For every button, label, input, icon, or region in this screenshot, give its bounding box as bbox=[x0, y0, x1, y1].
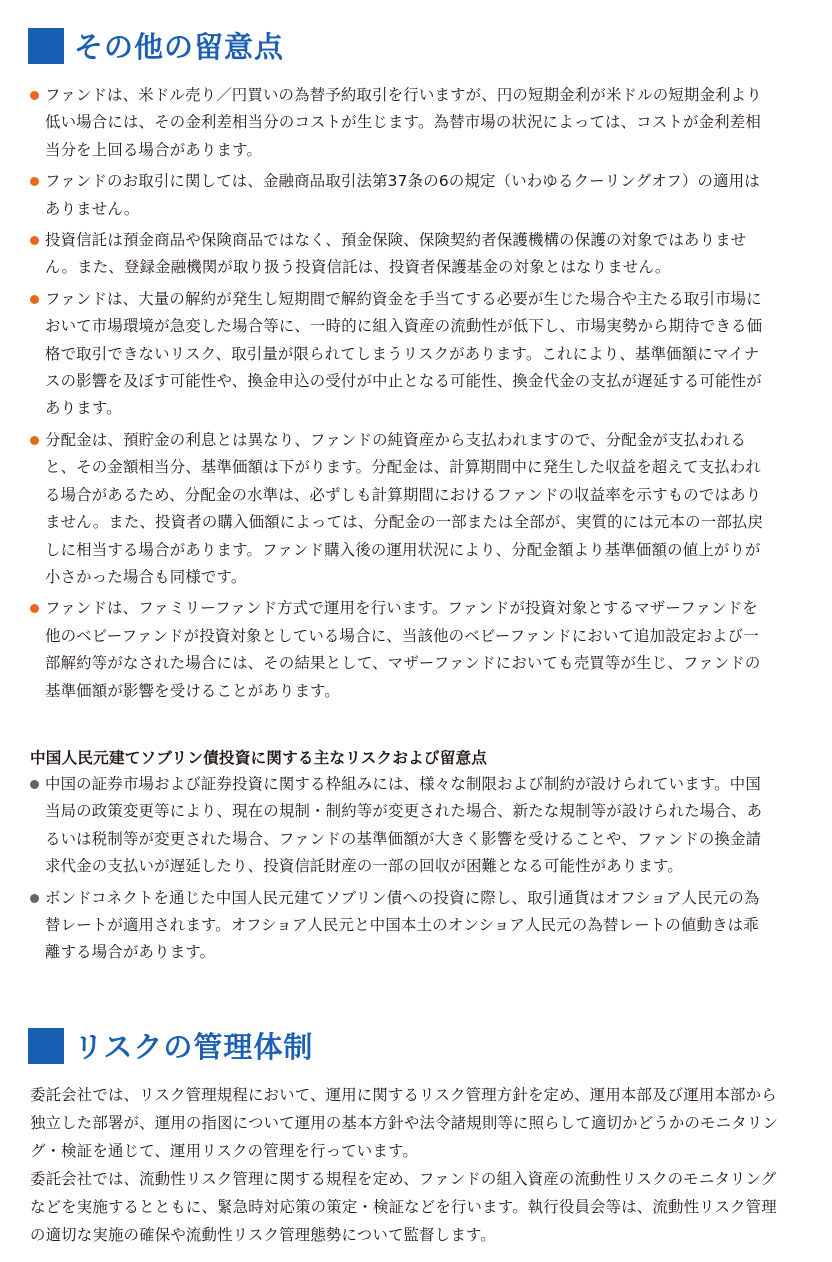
list-item bbox=[30, 286, 770, 423]
list-item bbox=[30, 427, 770, 591]
section-title-text: その他の留意点 bbox=[74, 30, 285, 64]
bullet-text: ファンドのお取引に関しては、金融商品取引法第37条の6の規定（いわゆるクーリングオフ）の適用はありません。 bbox=[45, 172, 760, 218]
orange-bullet-icon bbox=[30, 604, 39, 613]
china-risk-bullet-list bbox=[30, 771, 770, 971]
list-item bbox=[30, 227, 770, 282]
orange-bullet-icon bbox=[30, 177, 39, 186]
orange-bullet-icon bbox=[30, 295, 39, 304]
bullet-text: ファンドは、ファミリーファンド方式で運用を行います。ファンドが投資対象とするマザーファンドを他のベビーファンドが投資対象としている場合に、当該他のベビーファンドにおいて追加設定および一部解約等がなされた場合には、その結果として、マザーファンドにおいても売買等が生じ、ファンドの基準価額が影響を受けることがあります。 bbox=[45, 599, 761, 700]
gray-bullet-icon bbox=[30, 780, 39, 789]
list-item bbox=[30, 168, 770, 223]
title-square-icon bbox=[28, 28, 64, 64]
list-item bbox=[30, 885, 770, 967]
bullet-text: ファンドは、米ドル売り／円買いの為替予約取引を行いますが、円の短期金利が米ドルの短期金利より低い場合には、その金利差相当分のコストが生じます。為替市場の状況によっては、コストが金利差相当分を上回る場合があります。 bbox=[45, 86, 762, 159]
orange-bullet-icon bbox=[30, 91, 39, 100]
section-title-other-notes bbox=[28, 25, 284, 66]
section-title-text: リスクの管理体制 bbox=[74, 1030, 314, 1064]
bullet-text: ファンドは、大量の解約が発生し短期間で解約資金を手当てする必要が生じた場合や主たる取引市場において市場環境が急変した場合等に、一時的に組入資産の流動性が低下し、市場実勢から期待できる価格で取引できないリスク、取引量が限られてしまうリスクがあります。これにより、基準価額にマイナスの影響を及ぼす可能性や、換金申込の受付が中止となる可能性、換金代金の支払が遅延する可能性があります。 bbox=[45, 289, 763, 418]
bullet-text: 中国の証券市場および証券投資に関する枠組みには、様々な制限および制約が設けられています。中国当局の政策変更等により、現在の規制・制約等が変更された場合、新たな規制等が設けられた場合、あるいは税制等が変更された場合、ファンドの基準価額が大きく影響を受けることや、ファンドの換金請求代金の支払いが遅延したり、投資信託財産の一部の回収が困難となる可能性があります。 bbox=[45, 775, 763, 876]
list-item bbox=[30, 771, 770, 881]
bullet-text: ボンドコネクトを通じた中国人民元建てソブリン債への投資に際し、取引通貨はオフショア人民元の為替レートが適用されます。オフショア人民元と中国本土のオンショア人民元の為替レートの値動きは乖離する場合があります。 bbox=[45, 888, 760, 962]
title-square-icon bbox=[28, 1028, 64, 1064]
bullet-text: 投資信託は預金商品や保険商品ではなく、預金保険、保険契約者保護機構の保護の対象ではありません。また、登録金融機関が取り扱う投資信託は、投資者保護基金の対象とはなりません。 bbox=[45, 231, 747, 277]
list-item bbox=[30, 82, 770, 164]
risk-management-paragraph: 委託会社では、リスク管理規程において、運用に関するリスク管理方針を定め、運用本部及び運用本部から独立した部署が、運用の指図について運用の基本方針や法令諸規則等に照らして適切かどうかのモニタリング・検証を通じて、運用リスクの管理を行っています。 bbox=[30, 1086, 779, 1161]
china-risk-subheading: 中国人民元建てソブリン債投資に関する主なリスクおよび留意点 bbox=[30, 749, 488, 767]
gray-bullet-icon bbox=[30, 894, 39, 903]
orange-bullet-icon bbox=[30, 436, 39, 445]
bullet-text: 分配金は、預貯金の利息とは異なり、ファンドの純資産から支払われますので、分配金が支払われると、その金額相当分、基準価額は下がります。分配金は、計算期間中に発生した収益を超えて支払われる場合があるため、分配金の水準は、必ずしも計算期間におけるファンドの収益率を示すものではありません。また、投資者の購入価額によっては、分配金の一部または全部が、実質的には元本の一部払戻しに相当する場合があります。ファンド購入後の運用状況により、分配金額より基準価額の値上がりが小さかった場合も同様です。 bbox=[45, 430, 764, 586]
orange-bullet-icon bbox=[30, 236, 39, 245]
notes-bullet-list bbox=[30, 82, 770, 709]
list-item bbox=[30, 595, 770, 705]
liquidity-risk-paragraph: 委託会社では、流動性リスク管理に関する規程を定め、ファンドの組入資産の流動性リスクのモニタリングなどを実施するとともに、緊急時対応策の策定・検証などを行います。執行役員会等は、流動性リスク管理の適切な実施の確保や流動性リスク管理態勢について監督します。 bbox=[30, 1170, 777, 1245]
section-title-risk-management bbox=[28, 1025, 313, 1066]
